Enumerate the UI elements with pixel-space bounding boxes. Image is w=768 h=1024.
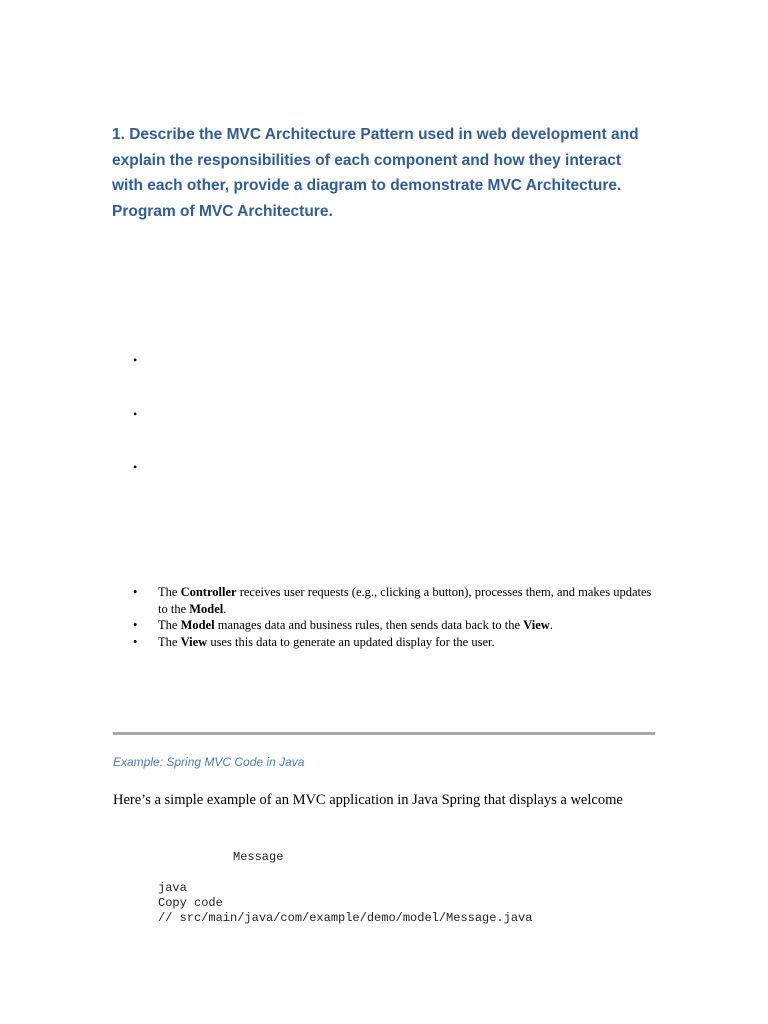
controller-term: Controller bbox=[180, 585, 237, 599]
heading-line: 1. Describe the MVC Architecture Pattern used in web development and bbox=[112, 126, 639, 143]
horizontal-divider bbox=[113, 732, 655, 735]
bullet-dot: • bbox=[133, 618, 138, 632]
view-term: View bbox=[180, 634, 208, 649]
model-term: Model bbox=[189, 601, 224, 616]
model-term: Model bbox=[180, 618, 215, 632]
question-heading bbox=[112, 122, 672, 224]
example-intro: Here’s a simple example of an MVC application in Java Spring that displays a welcome bbox=[113, 792, 623, 808]
example-title: Example: Spring MVC Code in Java bbox=[113, 755, 305, 769]
mvc-flow-list bbox=[133, 584, 663, 650]
bullet-dot: • bbox=[133, 585, 138, 599]
empty-bullet: • bbox=[133, 407, 138, 421]
empty-bullet: • bbox=[133, 353, 138, 367]
list-item: • The View uses this data to generate an updated display for the user. bbox=[133, 634, 495, 649]
copy-code-label[interactable]: Copy code bbox=[158, 896, 223, 910]
empty-bullet: • bbox=[133, 460, 138, 474]
list-item: • The Controller receives user requests (e.g., clicking a button), processes them, and makes updates to the Model. bbox=[133, 585, 652, 616]
heading-line: explain the responsibilities of each component and how they interact bbox=[112, 151, 622, 169]
bullet-dot: • bbox=[133, 634, 138, 649]
message-label: Message bbox=[233, 850, 284, 864]
list-item: • The Model manages data and business rules, then sends data back to the View. bbox=[133, 618, 553, 632]
view-term: View bbox=[523, 618, 550, 632]
code-line-comment: // src/main/java/com/example/demo/model/Message.java bbox=[158, 911, 533, 925]
code-line-lang: java bbox=[158, 881, 187, 895]
heading-line: with each other, provide a diagram to demonstrate MVC Architecture. bbox=[112, 177, 622, 194]
heading-line: Program of MVC Architecture. bbox=[112, 202, 333, 220]
